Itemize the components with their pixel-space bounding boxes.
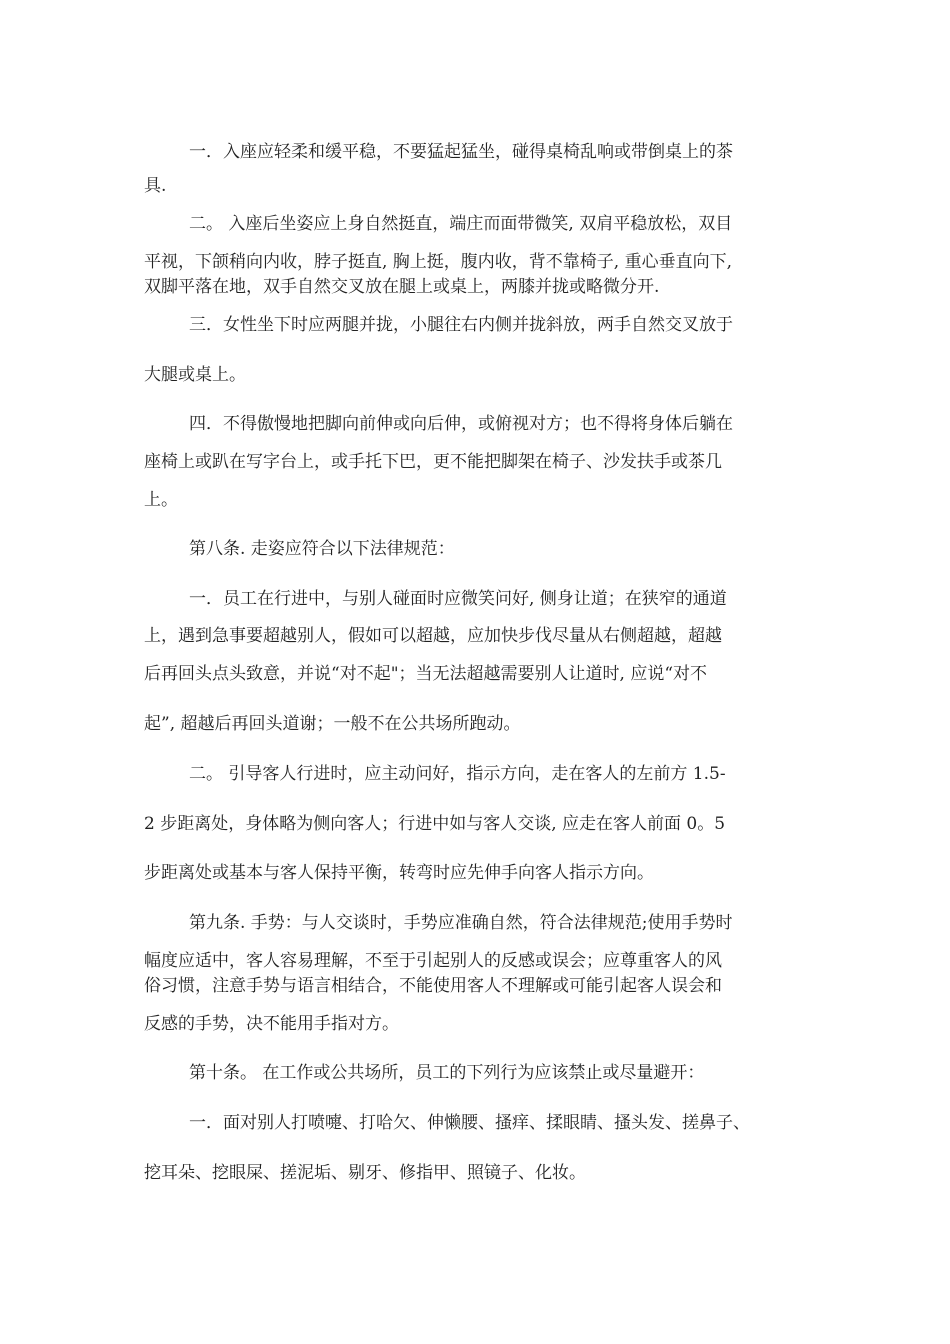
text-line: 幅度应适中，客人容易理解，不至于引起别人的反感或误会；应尊重客人的风 (144, 951, 722, 971)
text-line: 四．不得傲慢地把脚向前伸或向后伸，或俯视对方；也不得将身体后躺在 (189, 414, 733, 434)
text-line: 一．面对别人打喷嚏、打哈欠、伸懒腰、搔痒、揉眼睛、搔头发、搓鼻子、 (189, 1113, 750, 1133)
text-line: 挖耳朵、挖眼屎、搓泥垢、剔牙、修指甲、照镜子、化妆。 (144, 1163, 586, 1183)
text-line: 反感的手势，决不能用手指对方。 (144, 1014, 399, 1034)
text-line: 二。 入座后坐姿应上身自然挺直，端庄而面带微笑, 双肩平稳放松，双目 (189, 214, 733, 234)
text-line: 起”, 超越后再回头道谢；一般不在公共场所跑动。 (144, 714, 521, 734)
text-line: 二。 引导客人行进时，应主动问好，指示方向，走在客人的左前方 1.5- (189, 764, 726, 784)
text-line: 一．员工在行进中，与别人碰面时应微笑问好, 侧身让道；在狭窄的通道 (189, 589, 727, 609)
text-line: 俗习惯，注意手势与语言相结合，不能使用客人不理解或可能引起客人误会和 (144, 976, 722, 996)
section-heading: 第八条. 走姿应符合以下法律规范： (189, 539, 455, 559)
section-heading: 第十条。 在工作或公共场所，员工的下列行为应该禁止或尽量避开： (189, 1063, 705, 1083)
text-line: 步距离处或基本与客人保持平衡，转弯时应先伸手向客人指示方向。 (144, 863, 654, 883)
text-line: 双脚平落在地，双手自然交叉放在腿上或桌上，两膝并拢或略微分开. (144, 277, 660, 297)
text-line: 2 步距离处，身体略为侧向客人；行进中如与客人交谈, 应走在客人前面 0。5 (144, 814, 726, 834)
text-line: 大腿或桌上。 (144, 365, 246, 385)
text-line: 上，遇到急事要超越别人，假如可以超越，应加快步伐尽量从右侧超越，超越 (144, 626, 722, 646)
text-line: 具. (144, 176, 167, 196)
text-line: 座椅上或趴在写字台上，或手托下巴，更不能把脚架在椅子、沙发扶手或茶几 (144, 452, 722, 472)
text-line: 三．女性坐下时应两腿并拢，小腿往右内侧并拢斜放，两手自然交叉放于 (189, 315, 733, 335)
text-line: 上。 (144, 490, 178, 510)
text-line: 一．入座应轻柔和缓平稳，不要猛起猛坐，碰得桌椅乱响或带倒桌上的茶 (189, 142, 733, 162)
text-line: 后再回头点头致意，并说“对不起"；当无法超越需要别人让道时, 应说“对不 (144, 664, 708, 684)
text-line: 平视，下颌稍向内收，脖子挺直, 胸上挺，腹内收，背不靠椅子, 重心垂直向下, (144, 252, 733, 272)
section-heading: 第九条. 手势：与人交谈时，手势应准确自然，符合法律规范;使用手势时 (189, 913, 733, 933)
